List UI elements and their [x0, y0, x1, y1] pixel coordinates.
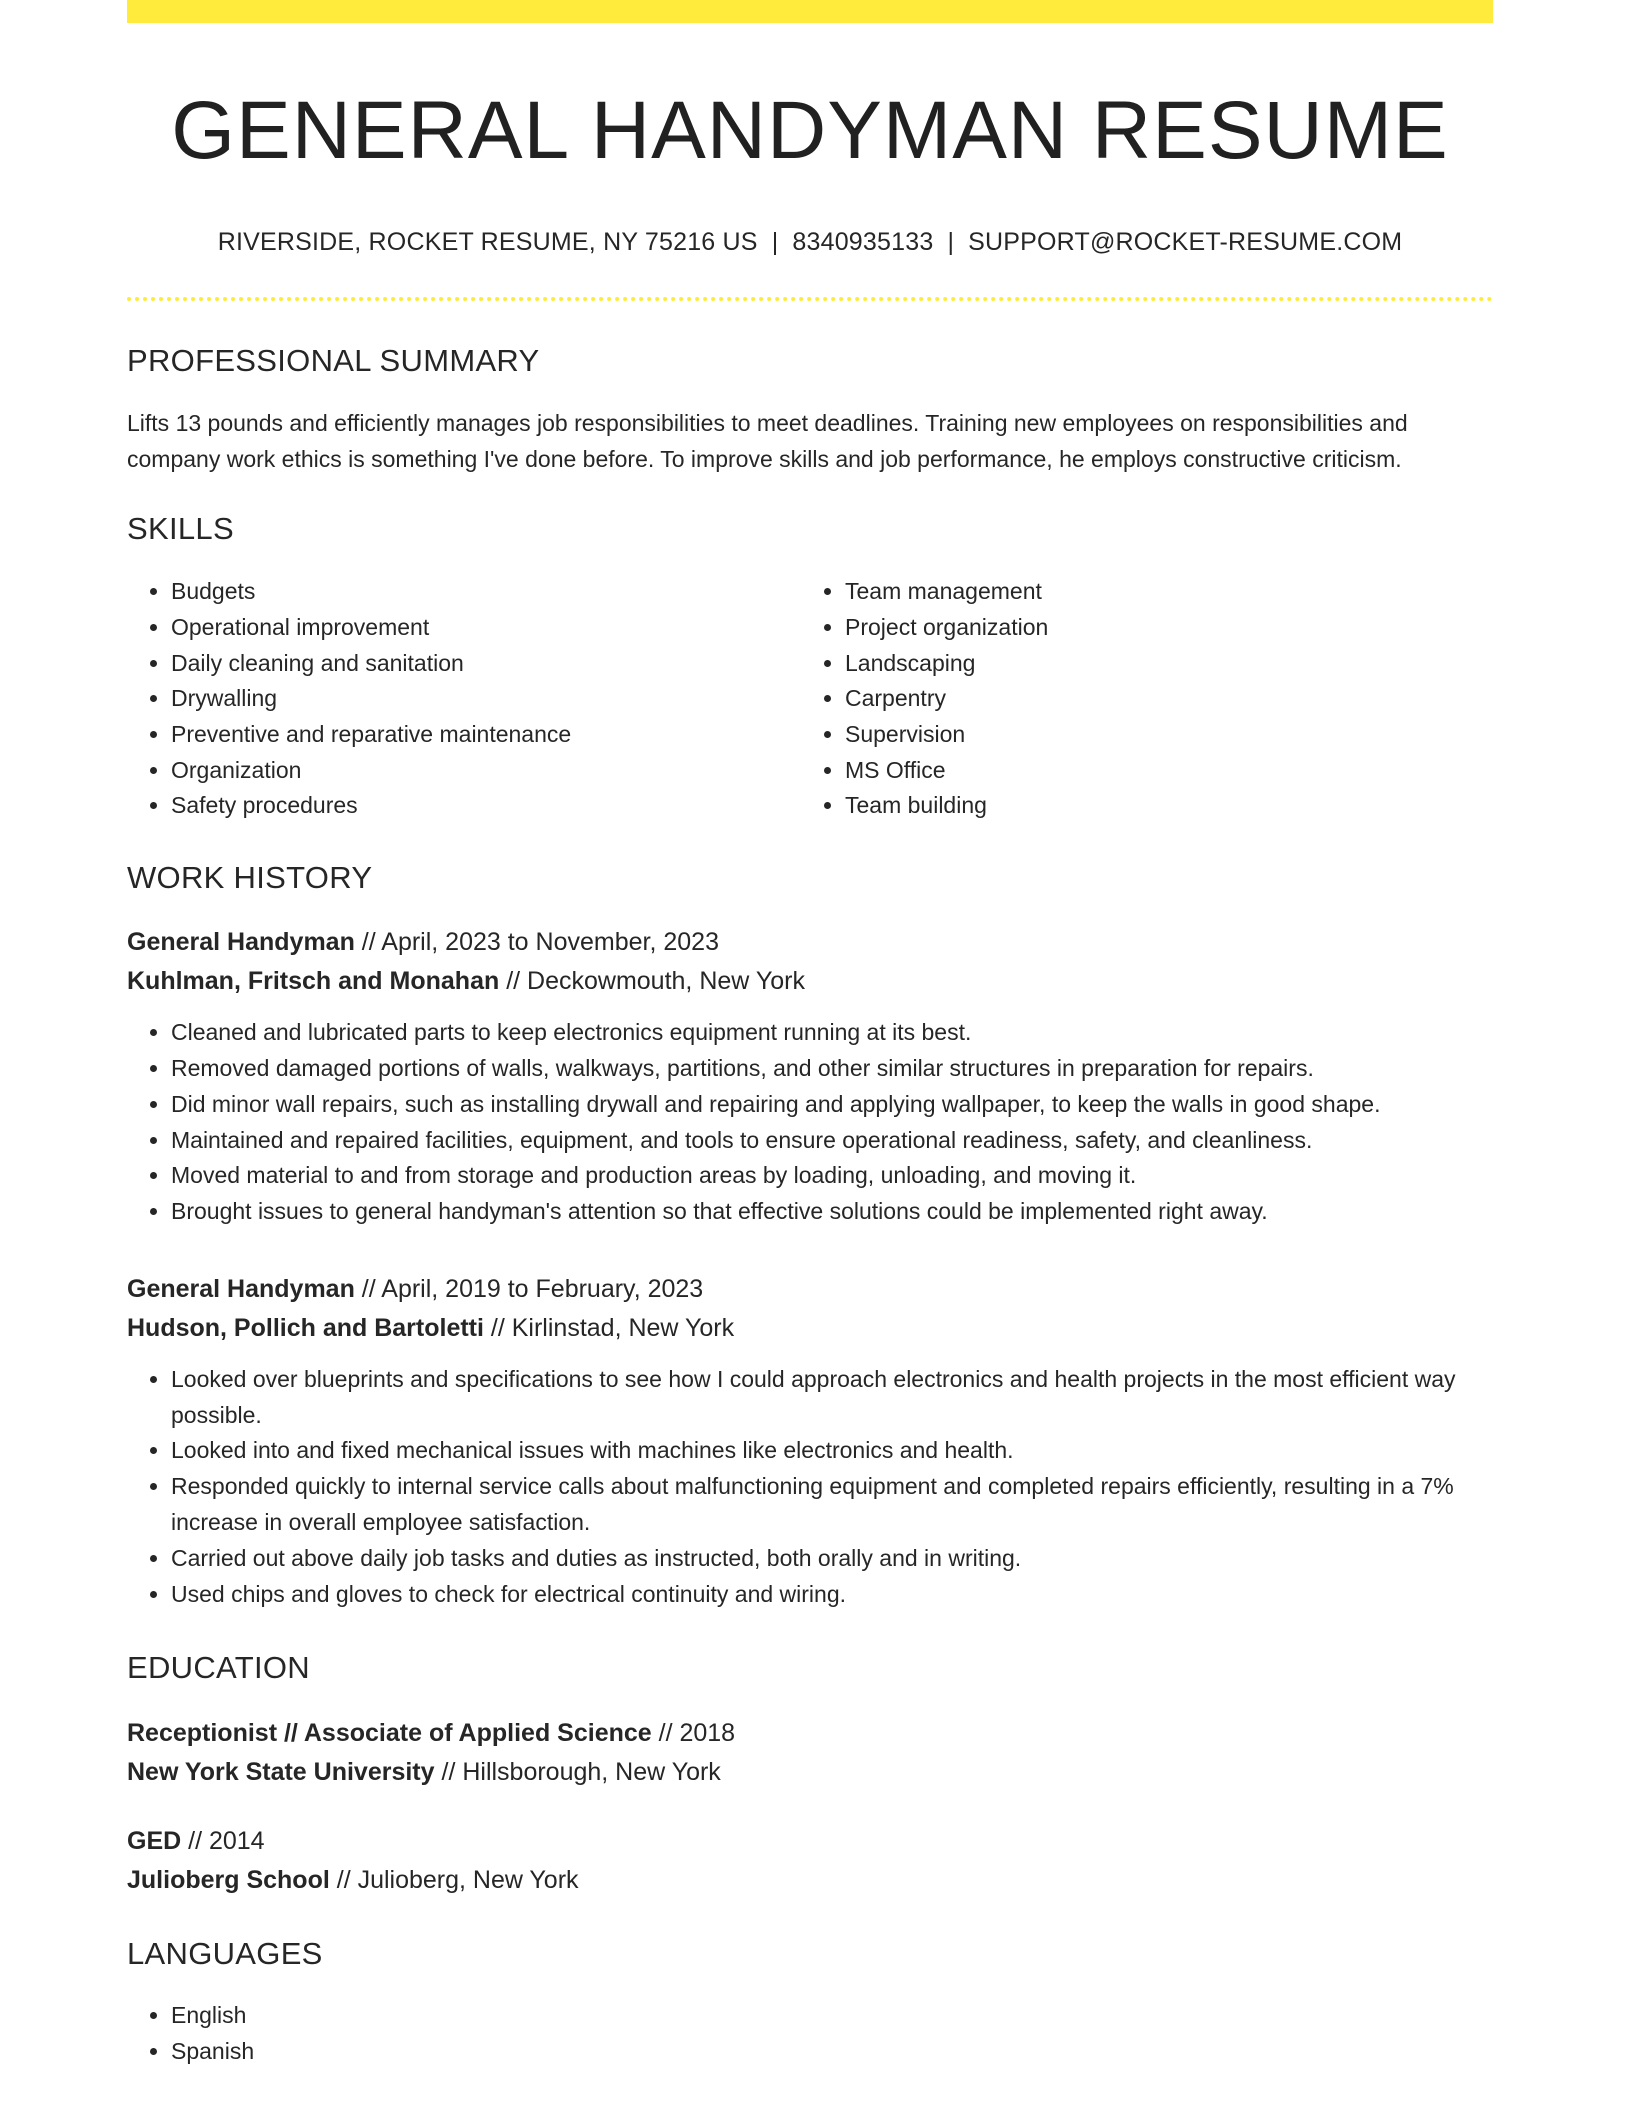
contact-separator: |	[947, 228, 955, 257]
skill-item: • Team building	[845, 788, 1493, 824]
skills-left-list	[127, 574, 801, 824]
resume-page	[127, 0, 1493, 2070]
job-bullet: • Moved material to and from storage and production areas by loading, unloading, and moving it.	[171, 1158, 1493, 1194]
top-accent-bar	[127, 0, 1493, 23]
job-dates: // April, 2023 to November, 2023	[354, 928, 719, 957]
education-degree: Receptionist // Associate of Applied Science	[127, 1719, 652, 1748]
skill-item: • Landscaping	[845, 646, 1493, 682]
summary-section	[127, 343, 1493, 477]
job-bullet: • Carried out above daily job tasks and duties as instructed, both orally and in writing.	[171, 1541, 1493, 1577]
education-school: New York State University	[127, 1758, 435, 1787]
job-bullet: • Did minor wall repairs, such as installing drywall and repairing and applying wallpaper, to keep the walls in good shape.	[171, 1087, 1493, 1123]
job-bullet: • Maintained and repaired facilities, equipment, and tools to ensure operational readiness, safety, and cleanliness.	[171, 1123, 1493, 1159]
job-entry	[127, 1270, 1493, 1613]
contact-line	[127, 228, 1493, 257]
education-school-line	[127, 1753, 1493, 1792]
education-location: // Julioberg, New York	[329, 1866, 579, 1895]
contact-email: SUPPORT@ROCKET-RESUME.COM	[968, 228, 1403, 257]
job-company-line	[127, 962, 1493, 1001]
skill-item: • Organization	[171, 753, 801, 789]
skill-item: • Carpentry	[845, 681, 1493, 717]
work-history-heading: WORK HISTORY	[127, 860, 373, 896]
job-location: // Kirlinstad, New York	[483, 1313, 735, 1342]
summary-heading: PROFESSIONAL SUMMARY	[127, 343, 540, 379]
job-bullet: • Looked over blueprints and specifications to see how I could approach electronics and health projects in the most efficient way possible.	[171, 1362, 1493, 1434]
education-school: Julioberg School	[127, 1866, 330, 1895]
skill-item: • MS Office	[845, 753, 1493, 789]
skills-right-list	[801, 574, 1493, 824]
job-bullet: • Removed damaged portions of walls, walkways, partitions, and other similar structures in preparation for repairs.	[171, 1051, 1493, 1087]
dotted-divider	[127, 297, 1493, 301]
job-title-line	[127, 923, 1493, 962]
education-entry	[127, 1822, 1493, 1900]
skill-item: • Project organization	[845, 610, 1493, 646]
education-year: // 2018	[651, 1719, 736, 1748]
education-year: // 2014	[181, 1827, 265, 1856]
education-heading: EDUCATION	[127, 1650, 310, 1686]
skills-heading: SKILLS	[127, 511, 234, 547]
job-title: General Handyman	[127, 1274, 355, 1303]
education-location: // Hillsborough, New York	[434, 1758, 721, 1787]
skill-item: • Drywalling	[171, 681, 801, 717]
languages-heading: LANGUAGES	[127, 1936, 323, 1972]
education-entry	[127, 1714, 1493, 1792]
languages-list	[127, 1998, 1493, 2069]
job-location: // Deckowmouth, New York	[499, 967, 805, 996]
job-bullet: • Looked into and fixed mechanical issues with machines like electronics and health.	[171, 1433, 1493, 1469]
job-bullet: • Brought issues to general handyman's attention so that effective solutions could be implemented right away.	[171, 1194, 1493, 1230]
skill-item: • Daily cleaning and sanitation	[171, 646, 801, 682]
language-item: • English	[171, 1998, 1493, 2034]
job-bullet: • Responded quickly to internal service calls about malfunctioning equipment and completed repairs efficiently, resulting in a 7% increase in overall employee satisfaction.	[171, 1469, 1493, 1541]
job-company: Kuhlman, Fritsch and Monahan	[127, 967, 500, 996]
skills-section	[127, 511, 1493, 824]
skills-grid	[127, 574, 1493, 824]
education-section	[127, 1650, 1493, 1900]
contact-address: RIVERSIDE, ROCKET RESUME, NY 75216 US	[217, 228, 758, 257]
job-dates: // April, 2019 to February, 2023	[354, 1274, 704, 1303]
contact-separator: |	[771, 228, 779, 257]
language-item: • Spanish	[171, 2034, 1493, 2070]
skill-item: • Preventive and reparative maintenance	[171, 717, 801, 753]
work-history-section	[127, 860, 1493, 1612]
skill-item: • Supervision	[845, 717, 1493, 753]
contact-phone: 8340935133	[792, 228, 934, 257]
job-bullet-list	[127, 1015, 1493, 1230]
skill-item: • Safety procedures	[171, 788, 801, 824]
job-bullet: • Cleaned and lubricated parts to keep electronics equipment running at its best.	[171, 1015, 1493, 1051]
education-degree: GED	[127, 1827, 182, 1856]
job-bullet-list	[127, 1362, 1493, 1613]
job-title-line	[127, 1270, 1493, 1309]
job-entry	[127, 923, 1493, 1230]
summary-text: Lifts 13 pounds and efficiently manages job responsibilities to meet deadlines. Training new employees on responsibilities and company work ethics is something I've done before. To improve skills and job performance, he employs constructive criticism.	[127, 410, 1408, 473]
job-company: Hudson, Pollich and Bartoletti	[127, 1313, 484, 1342]
job-company-line	[127, 1309, 1493, 1348]
education-degree-line	[127, 1714, 1493, 1753]
languages-section	[127, 1936, 1493, 2069]
skill-item: • Team management	[845, 574, 1493, 610]
job-title: General Handyman	[127, 928, 355, 957]
resume-title: GENERAL HANDYMAN RESUME	[171, 85, 1449, 176]
skill-item: • Budgets	[171, 574, 801, 610]
education-school-line	[127, 1861, 1493, 1900]
education-degree-line	[127, 1822, 1493, 1861]
job-bullet: • Used chips and gloves to check for electrical continuity and wiring.	[171, 1577, 1493, 1613]
skill-item: • Operational improvement	[171, 610, 801, 646]
